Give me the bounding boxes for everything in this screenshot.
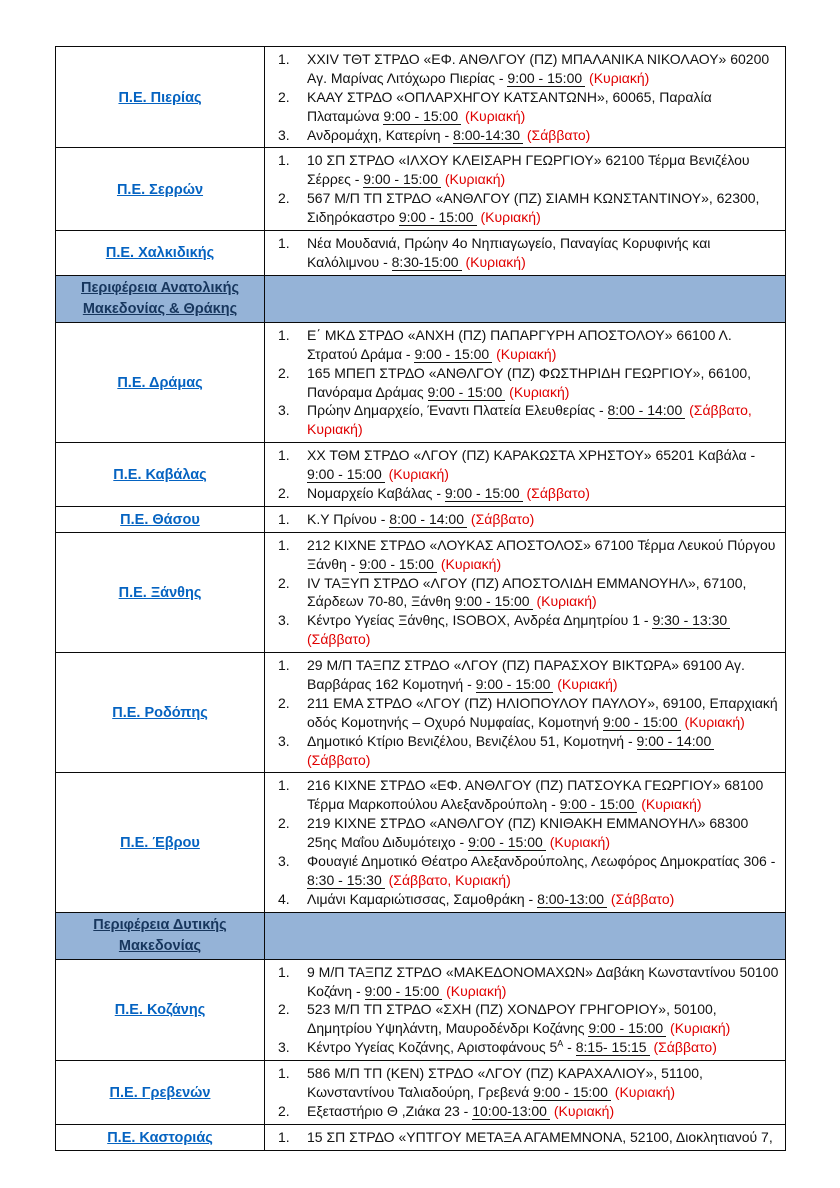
site-hours: 9:00 - 15:00 [445, 485, 523, 502]
region-group-title: Περιφέρεια Ανατολικής Μακεδονίας & Θράκης [81, 279, 239, 317]
site-item [265, 694, 779, 732]
site-hours: 9:00 - 15:00 [307, 466, 385, 483]
sites-list [265, 776, 779, 908]
site-hours: 8:00-14:30 [453, 127, 523, 144]
sites-list [265, 510, 779, 529]
site-days: (Σάββατο) [526, 484, 590, 501]
sites-list [265, 234, 779, 272]
table-row [56, 1061, 786, 1125]
site-description: 29 Μ/Π ΤΑΞΠΖ ΣΤΡΔΟ «ΛΓΟΥ (ΠΖ) ΠΑΡΑΣΧΟΥ ΒΙΚΤΩΡΑ» 69100 Αγ. Βαρβάρας 162 Κομοτηνή - [307, 657, 745, 692]
region-group-title: Περιφέρεια Δυτικής Μακεδονίας [93, 916, 227, 954]
region-name-cell [56, 47, 265, 148]
table-row [56, 959, 786, 1060]
site-description: IV ΤΑΞΥΠ ΣΤΡΔΟ «ΛΓΟΥ (ΠΖ) ΑΠΟΣΤΟΛΙΔΗ ΕΜΜΑΝΟΥΗΛ», 67100, Σάρδεων 70-80, Ξάνθη [307, 574, 747, 610]
site-days: (Κυριακή) [641, 796, 702, 813]
site-days: (Κυριακή) [509, 383, 570, 400]
site-hours: 9:00 - 15:00 [414, 346, 492, 363]
site-description: Δημοτικό Κτίριο Βενιζέλου, Βενιζέλου 51, Κομοτηνή - [307, 732, 637, 749]
site-days: (Κυριακή) [440, 555, 502, 572]
site-hours: 8:00 - 14:00 [389, 511, 467, 528]
site-days: (Κυριακή) [480, 209, 541, 226]
sites-list [265, 446, 779, 503]
site-description: Κέντρο Υγείας Κοζάνης, Αριστοφάνους 5 [307, 1039, 558, 1056]
sites-list [265, 656, 779, 769]
table-row [56, 1124, 786, 1150]
site-description: Κ.Υ Πρίνου - [307, 510, 390, 527]
site-description: Πρώην Δημαρχείο, Έναντι Πλατεία Ελευθερίας - [307, 402, 608, 419]
site-days: (Κυριακή) [388, 466, 449, 483]
region-link[interactable]: Π.Ε. Κοζάνης [114, 1002, 206, 1019]
site-description: 216 ΚΙΧΝΕ ΣΤΡΔΟ «ΕΦ. ΑΝΘΛΓΟΥ (ΠΖ) ΠΑΤΣΟΥΚΑ ΓΕΩΡΓΙΟΥ» 68100 Τέρμα Μαρκοπούλου Αλεξανδρούπολη - [307, 777, 764, 813]
table-row [56, 653, 786, 773]
site-hours: 9:00 - 15:00 [507, 70, 585, 87]
site-item [265, 1038, 779, 1057]
site-item [265, 189, 779, 227]
sites-cell [265, 1124, 786, 1150]
site-days: (Κυριακή) [549, 834, 610, 851]
regions-table-body [56, 47, 786, 1151]
sites-cell [265, 773, 786, 912]
region-group-header-row [56, 912, 786, 959]
sites-list [265, 536, 779, 649]
sites-list [265, 963, 779, 1057]
site-hours: 9:00 - 15:00 [455, 593, 533, 610]
site-hours: 9:30 - 13:30 [652, 612, 730, 629]
site-hours: 9:00 - 15:00 [588, 1020, 666, 1037]
site-days: (Κυριακή) [465, 253, 526, 270]
region-link[interactable]: Π.Ε. Θάσου [120, 511, 200, 528]
site-days: (Κυριακή) [684, 713, 745, 730]
table-row [56, 506, 786, 532]
region-name-cell [56, 443, 265, 507]
table-row [56, 773, 786, 912]
region-link[interactable]: Π.Ε. Ροδόπης [112, 705, 208, 722]
site-hours: 9:00 - 15:00 [365, 983, 443, 1000]
site-description: 219 ΚΙΧΝΕ ΣΤΡΔΟ «ΑΝΘΛΓΟΥ (ΠΖ) ΚΝΙΘΑΚΗ ΕΜΜΑΝΟΥΗΛ» 68300 25ης Μαΐου Διδυμότειχο - [307, 815, 749, 851]
site-days: (Κυριακή) [557, 675, 618, 692]
site-days: (Σάββατο) [470, 510, 535, 527]
sites-cell [265, 1061, 786, 1125]
sites-cell [265, 532, 786, 652]
site-days: (Κυριακή) [446, 982, 507, 999]
site-item [265, 656, 779, 694]
site-description: 567 Μ/Π ΤΠ ΣΤΡΔΟ «ΑΝΘΛΓΟΥ (ΠΖ) ΣΙΑΜΗ ΚΩΝΣΤΑΝΤΙΝΟΥ», 62300, Σιδηρόκαστρο [307, 190, 760, 226]
site-item [265, 151, 779, 189]
site-days: (Κυριακή) [465, 107, 526, 124]
region-name-cell [56, 1124, 265, 1150]
sites-list [265, 326, 779, 439]
region-name-cell [56, 506, 265, 532]
sites-list [265, 151, 779, 227]
site-item [265, 814, 779, 852]
site-item [265, 401, 779, 439]
region-name-cell [56, 148, 265, 231]
site-days: (Σάββατο) [610, 890, 675, 907]
table-row [56, 322, 786, 442]
sites-cell [265, 959, 786, 1060]
site-item [265, 1064, 779, 1102]
site-item [265, 776, 779, 814]
site-days: (Κυριακή) [589, 69, 650, 86]
region-link[interactable]: Π.Ε. Σερρών [116, 181, 204, 198]
site-item [265, 326, 779, 364]
vaccination-sites-table [55, 46, 786, 1151]
region-link[interactable]: Π.Ε. Καστοριάς [107, 1129, 213, 1146]
site-description: ΚΑΑΥ ΣΤΡΔΟ «ΟΠΛΑΡΧΗΓΟΥ ΚΑΤΣΑΝΤΩΝΗ», 60065, Παραλία Πλαταμώνα [307, 88, 712, 124]
region-link[interactable]: Π.Ε. Καβάλας [113, 467, 207, 483]
site-days: (Κυριακή) [670, 1020, 731, 1037]
site-hours: 8:15- 15:15 [576, 1039, 650, 1056]
site-description: Φουαγιέ Δημοτικό Θέατρο Αλεξανδρούπολης, Λεωφόρος Δημοκρατίας 306 - [307, 852, 776, 869]
site-days: (Σάββατο, Κυριακή) [388, 871, 511, 888]
site-description: XXIV ΤΘΤ ΣΤΡΔΟ «ΕΦ. ΑΝΘΛΓΟΥ (ΠΖ) ΜΠΑΛΑΝΙΚΑ ΝΙΚΟΛΑΟΥ» 60200 Αγ. Μαρίνας Λιτόχωρο Πιερίας - [307, 51, 770, 86]
group-header-empty-cell [265, 912, 786, 959]
site-description: 15 ΣΠ ΣΤΡΔΟ «ΥΠΤΓΟΥ ΜΕΤΑΞΑ ΑΓΑΜΕΜΝΟΝΑ, 52100, Διοκλητιανού 7, [307, 1128, 773, 1145]
site-days: (Κυριακή) [553, 1102, 615, 1119]
site-item [265, 484, 779, 503]
group-header-empty-cell [265, 275, 786, 322]
region-name-cell [56, 532, 265, 652]
site-days: (Σάββατο) [653, 1039, 717, 1056]
site-item [265, 1000, 779, 1038]
site-description: ΧΧ ΤΘΜ ΣΤΡΔΟ «ΛΓΟΥ (ΠΖ) ΚΑΡΑΚΩΣΤΑ ΧΡΗΣΤΟΥ» 65201 Καβάλα - [307, 447, 756, 464]
site-item [265, 1128, 779, 1147]
site-description: 10 ΣΠ ΣΤΡΔΟ «ΙΛΧΟΥ ΚΛΕΙΣΑΡΗ ΓΕΩΡΓΙΟΥ» 62100 Τέρμα Βενιζέλου Σέρρες - [307, 152, 750, 188]
sites-cell [265, 47, 786, 148]
site-hours: 8:30 - 15:30 [307, 872, 385, 889]
region-name-cell [56, 959, 265, 1060]
table-row [56, 148, 786, 231]
region-name-cell [56, 653, 265, 773]
region-link[interactable]: Π.Ε. Έβρου [120, 835, 200, 852]
site-description: 9 Μ/Π ΤΑΞΠΖ ΣΤΡΔΟ «ΜΑΚΕΔΟΝΟΜΑΧΩΝ» Δαβάκη Κωνσταντίνου 50100 Κοζάνη - [307, 963, 779, 999]
site-hours: 10:00-13:00 [472, 1103, 550, 1120]
table-row [56, 443, 786, 507]
site-days: (Κυριακή) [444, 171, 506, 188]
sites-list [265, 50, 779, 144]
site-description: 523 Μ/Π ΤΠ ΣΤΡΔΟ «ΣΧΗ (ΠΖ) ΧΟΝΔΡΟΥ ΓΡΗΓΟΡΙΟΥ», 50100, Δημητρίου Υψηλάντη, Μαυροδένδρι Κοζάνης [307, 1001, 717, 1037]
region-link[interactable]: Π.Ε. Γρεβενών [109, 1084, 211, 1101]
site-days: (Κυριακή) [614, 1084, 676, 1101]
sites-cell [265, 506, 786, 532]
site-description: Εξεταστήριο Θ ,Ζιάκα 23 - [307, 1102, 473, 1119]
site-item [265, 574, 779, 612]
site-hours: 8:00 - 14:00 [608, 402, 686, 419]
site-item [265, 1102, 779, 1121]
group-header-title-cell [56, 275, 265, 322]
site-hours: 9:00 - 15:00 [399, 209, 477, 226]
site-hours: 8:30-15:00 [392, 254, 462, 271]
sites-cell [265, 322, 786, 442]
site-hours: 9:00 - 15:00 [468, 834, 546, 851]
site-description-cont: - [563, 1039, 576, 1056]
site-hours: 9:00 - 15:00 [533, 1084, 611, 1101]
superscript-mark: Α [557, 1038, 564, 1049]
site-description: Ε΄ ΜΚΔ ΣΤΡΔΟ «ΑΝΧΗ (ΠΖ) ΠΑΠΑΡΓΥΡΗ ΑΠΟΣΤΟΛΟΥ» 66100 Λ. Στρατού Δράμα - [307, 326, 732, 362]
sites-cell [265, 443, 786, 507]
region-link[interactable]: Π.Ε. Χαλκιδικής [105, 245, 215, 262]
site-hours: 9:00 - 15:00 [363, 171, 441, 188]
site-hours: 9:00 - 15:00 [560, 796, 638, 813]
region-link[interactable]: Π.Ε. Πιερίας [118, 89, 202, 106]
group-header-title-cell [56, 912, 265, 959]
region-group-header-row [56, 275, 786, 322]
site-item [265, 126, 779, 145]
region-name-cell [56, 1061, 265, 1125]
site-hours: 9:00 - 15:00 [603, 714, 681, 731]
sites-cell [265, 653, 786, 773]
site-description: 211 ΕΜΑ ΣΤΡΔΟ «ΛΓΟΥ (ΠΖ) ΗΛΙΟΠΟΥΛΟΥ ΠΑΥΛΟΥ», 69100, Επαρχιακή οδός Κομοτηνής – Οχυρό Νυμφαίας, Κομοτηνή [307, 694, 778, 730]
site-item [265, 88, 779, 126]
site-item [265, 611, 779, 649]
site-item [265, 510, 779, 529]
sites-cell [265, 231, 786, 276]
site-hours: 8:00-13:00 [537, 891, 607, 908]
site-item [265, 963, 779, 1001]
region-link[interactable]: Π.Ε. Ξάνθης [118, 584, 202, 601]
site-days: (Κυριακή) [496, 345, 557, 362]
site-hours: 9:00 - 15:00 [476, 676, 554, 693]
site-days: (Σάββατο) [307, 751, 371, 768]
sites-cell [265, 148, 786, 231]
site-item [265, 50, 779, 88]
site-hours: 9:00 - 14:00 [637, 733, 715, 750]
site-item [265, 732, 779, 770]
region-name-cell [56, 231, 265, 276]
table-row [56, 231, 786, 276]
site-description: Λιμάνι Καμαριώτισσας, Σαμοθράκη - [307, 890, 538, 907]
table-row [56, 47, 786, 148]
site-item [265, 890, 779, 909]
site-description: 212 ΚΙΧΝΕ ΣΤΡΔΟ «ΛΟΥΚΑΣ ΑΠΟΣΤΟΛΟΣ» 67100 Τέρμα Λευκού Πύργου Ξάνθη - [307, 536, 776, 572]
site-item [265, 364, 779, 402]
site-description: Νέα Μουδανιά, Πρώην 4ο Νηπιαγωγείο, Παναγίας Κορυφινής και Καλόλιμνου - [307, 235, 711, 270]
site-item [265, 536, 779, 574]
sites-list [265, 1128, 779, 1147]
site-days: (Σάββατο) [307, 631, 371, 648]
sites-list [265, 1064, 779, 1121]
site-description: 586 Μ/Π ΤΠ (ΚΕΝ) ΣΤΡΔΟ «ΛΓΟΥ (ΠΖ) ΚΑΡΑΧΑΛΙΟΥ», 51100, Κωνσταντίνου Ταλιαδούρη, Γρεβενά [307, 1065, 703, 1101]
site-description: Ανδρομάχη, Κατερίνη - [307, 126, 454, 143]
site-days: (Σάββατο, Κυριακή) [307, 402, 752, 438]
region-link[interactable]: Π.Ε. Δράμας [117, 375, 203, 391]
site-item [265, 234, 779, 272]
site-description: Κέντρο Υγείας Ξάνθης, ISOBOX, Ανδρέα Δημητρίου 1 - [307, 612, 653, 629]
region-name-cell [56, 322, 265, 442]
site-hours: 9:00 - 15:00 [383, 108, 461, 125]
table-row [56, 532, 786, 652]
site-hours: 9:00 - 15:00 [359, 556, 437, 573]
site-days: (Σάββατο) [526, 126, 591, 143]
site-days: (Κυριακή) [536, 593, 597, 610]
site-description: Νομαρχείο Καβάλας - [307, 484, 445, 501]
site-item [265, 446, 779, 484]
region-name-cell [56, 773, 265, 912]
site-description: 165 ΜΠΕΠ ΣΤΡΔΟ «ΑΝΘΛΓΟΥ (ΠΖ) ΦΩΣΤΗΡΙΔΗ ΓΕΩΡΓΙΟΥ», 66100, Πανόραμα Δράμας [307, 364, 752, 400]
site-item [265, 852, 779, 890]
site-hours: 9:00 - 15:00 [428, 384, 506, 401]
